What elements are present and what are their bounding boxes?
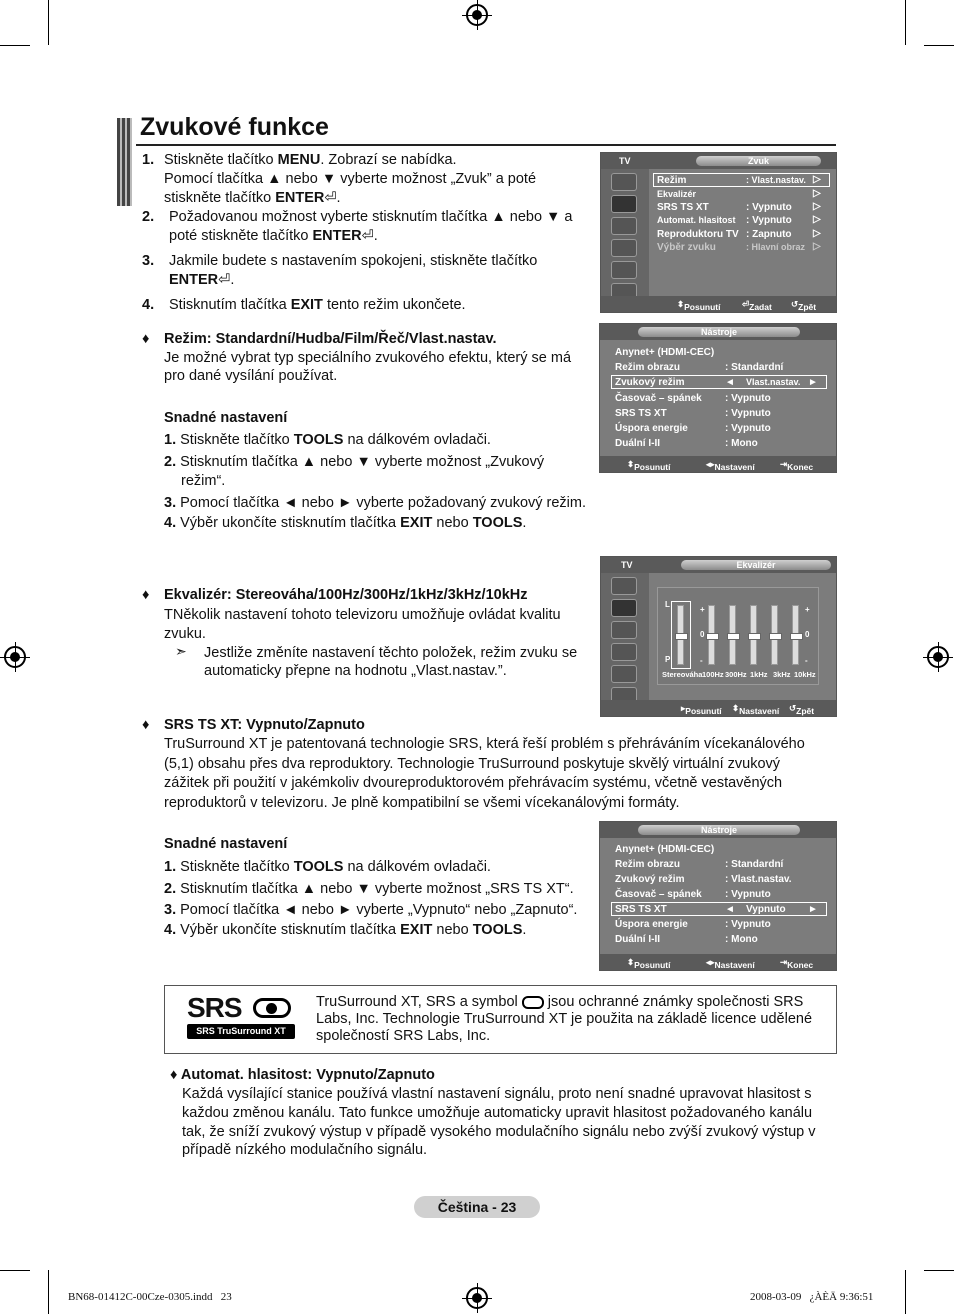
page-title: Zvukové funkce	[140, 113, 329, 141]
arrow-right-icon: ►	[808, 904, 818, 915]
title-rule	[136, 144, 836, 146]
arrow-left-icon: ◄	[725, 377, 735, 388]
arrow-right-icon: ▷	[813, 174, 821, 185]
registration-mark-icon	[4, 646, 26, 668]
menu-tools-sound-mode: Nástroje Anynet+ (HDMI-CEC) Režim obrazu : Standardní Zvukový režim ◄ Vlast.nastav. ► Časovač – spánek : Vypnuto SRS TS XT : Vypnuto Úspora energie : Vypnuto Duální I-II : Mono ⬍ Posunutí ◂▸ Nastavení ⇥ Konec	[599, 323, 837, 473]
menu-equalizer: TV Ekvalizér L P + 0 - + 0 - Stereováha 100Hz 300Hz 1kHz 3kHz 10kHz ▸ Posunutí ⬍ Nastavení ↺ Zpět	[600, 556, 837, 717]
arrow-right-icon: ▷	[813, 201, 821, 212]
srs-logo: SRS SRS TruSurround XT	[187, 996, 295, 1042]
enter-icon: ⏎	[324, 190, 337, 206]
srs-symbol-icon	[253, 998, 291, 1018]
file-info: BN68-01412C-00Cze-0305.indd 23	[68, 1291, 232, 1303]
note-arrow-icon: ➣	[175, 643, 187, 659]
channel-icon	[611, 217, 637, 235]
picture-icon	[611, 173, 637, 191]
menu-zvuk: TV Zvuk Režim : Vlast.nastav. Ekvalizér SRS TS XT : Vypnuto Automat. hlasitost : Vypnuto Reproduktoru TV : Zapnuto Výběr zvuku : Hlavní obraz ▷ ▷ ▷ ▷ ▷ ▷ ⬍ Posunutí ⏎ Zadat ↺ Zpět	[600, 152, 837, 313]
setup-gear-icon	[611, 239, 637, 257]
arrow-right-icon: ▷	[813, 188, 821, 199]
registration-mark-icon	[466, 1287, 488, 1309]
menu-tools-srs: Nástroje Anynet+ (HDMI-CEC) Režim obrazu : Standardní Zvukový režim : Vlast.nastav. Časovač – spánek : Vypnuto SRS TS XT ◄ Vypnuto ► Úspora energie : Vypnuto Duální I-II : Mono ⬍ Posunutí ◂▸ Nastavení ⇥ Konec	[599, 821, 837, 971]
sound-icon	[611, 599, 637, 617]
sound-icon	[611, 195, 637, 213]
enter-icon: ⏎	[361, 228, 374, 244]
arrow-right-icon: ▷	[813, 214, 821, 225]
srs-symbol-icon	[522, 996, 544, 1009]
title-side-bars	[117, 118, 132, 206]
enter-icon: ⏎	[218, 272, 231, 288]
print-date: 2008-03-09 ¿ÀÈÄ 9:36:51	[750, 1291, 874, 1303]
arrow-right-icon: ▷	[813, 228, 821, 239]
arrow-left-icon: ◄	[725, 904, 735, 915]
input-icon	[611, 665, 637, 683]
arrow-right-icon: ►	[808, 377, 818, 388]
registration-mark-icon	[927, 646, 949, 668]
arrow-right-icon: ▷	[813, 241, 821, 252]
input-icon	[611, 261, 637, 279]
registration-mark-icon	[466, 4, 488, 26]
srs-trademark-box: SRS SRS TruSurround XT TruSurround XT, SRS a symbol jsou ochranné známky společnosti SRS Labs, Inc. Technologie TruSurround XT je použita na základě licence udělené společností SRS Labs, Inc.	[164, 985, 837, 1054]
setup-gear-icon	[611, 643, 637, 661]
page-number-badge: Čeština - 23	[414, 1196, 540, 1218]
channel-icon	[611, 621, 637, 639]
picture-icon	[611, 577, 637, 595]
